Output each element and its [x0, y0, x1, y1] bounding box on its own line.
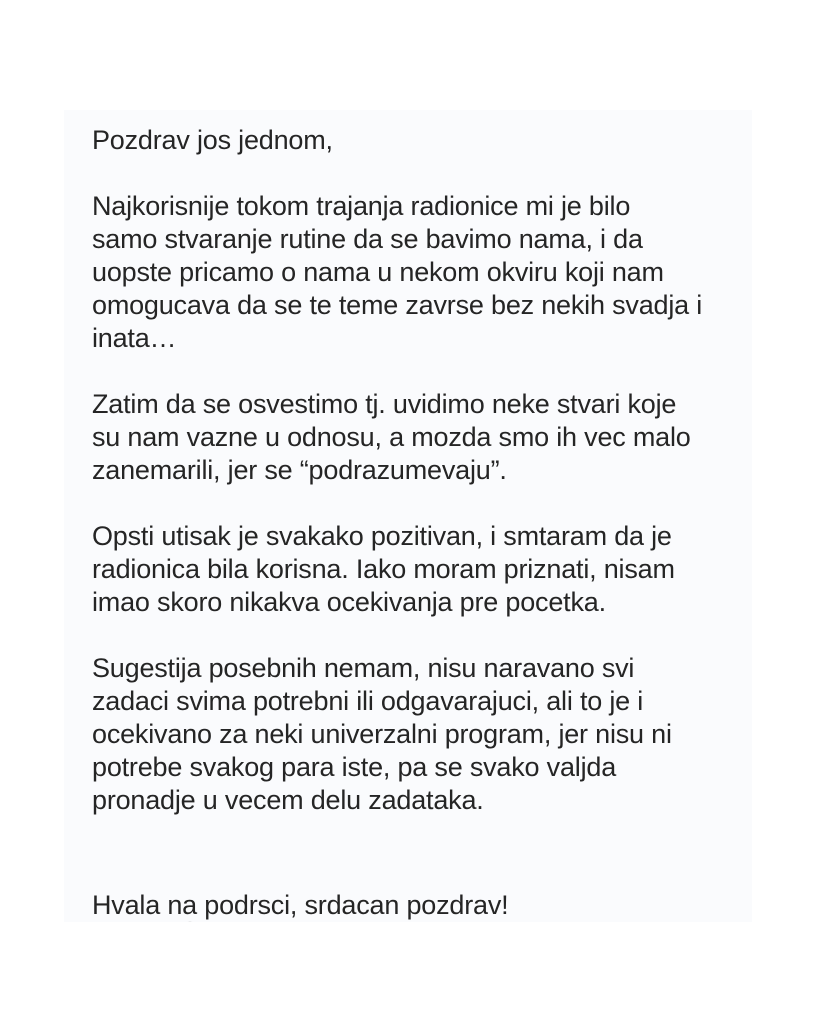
text-line: Opsti utisak je svakako pozitivan, i smtaram da je: [92, 521, 672, 551]
text-line: Hvala na podrsci, srdacan pozdrav!: [92, 890, 509, 920]
text-line: pronadje u vecem delu zadataka.: [92, 785, 484, 815]
text-line: imao skoro nikakva ocekivanja pre pocetka.: [92, 587, 606, 617]
text-line: omogucava da se te teme zavrse bez nekih svadja i: [92, 290, 703, 320]
text-line: Pozdrav jos jednom,: [92, 125, 333, 155]
paragraph-greeting: [92, 124, 726, 157]
text-line: zanemarili, jer se “podrazumevaju”.: [92, 455, 507, 485]
text-line: uopste pricamo o nama u nekom okviru koji nam: [92, 257, 664, 287]
text-line: potrebe svakog para iste, pa se svako valjda: [92, 752, 617, 782]
paragraph-most-useful: [92, 190, 726, 355]
text-line: su nam vazne u odnosu, a mozda smo ih vec malo: [92, 422, 691, 452]
text-line: ocekivano za neki univerzalni program, jer nisu ni: [92, 719, 672, 749]
text-line: Zatim da se osvestimo tj. uvidimo neke stvari koje: [92, 389, 677, 419]
paragraph-closing: [92, 889, 726, 922]
text-line: Najkorisnije tokom trajanja radionice mi je bilo: [92, 191, 631, 221]
paragraph-overall-impression: [92, 520, 726, 619]
message-card: [64, 110, 752, 922]
text-line: Sugestija posebnih nemam, nisu naravano svi: [92, 653, 635, 683]
text-line: radionica bila korisna. Iako moram priznati, nisam: [92, 554, 675, 584]
text-line: zadaci svima potrebni ili odgavarajuci, ali to je i: [92, 686, 644, 716]
text-line: inata…: [92, 323, 177, 353]
paragraph-suggestions: [92, 652, 726, 817]
paragraph-realizations: [92, 388, 726, 487]
text-line: samo stvaranje rutine da se bavimo nama, i da: [92, 224, 643, 254]
